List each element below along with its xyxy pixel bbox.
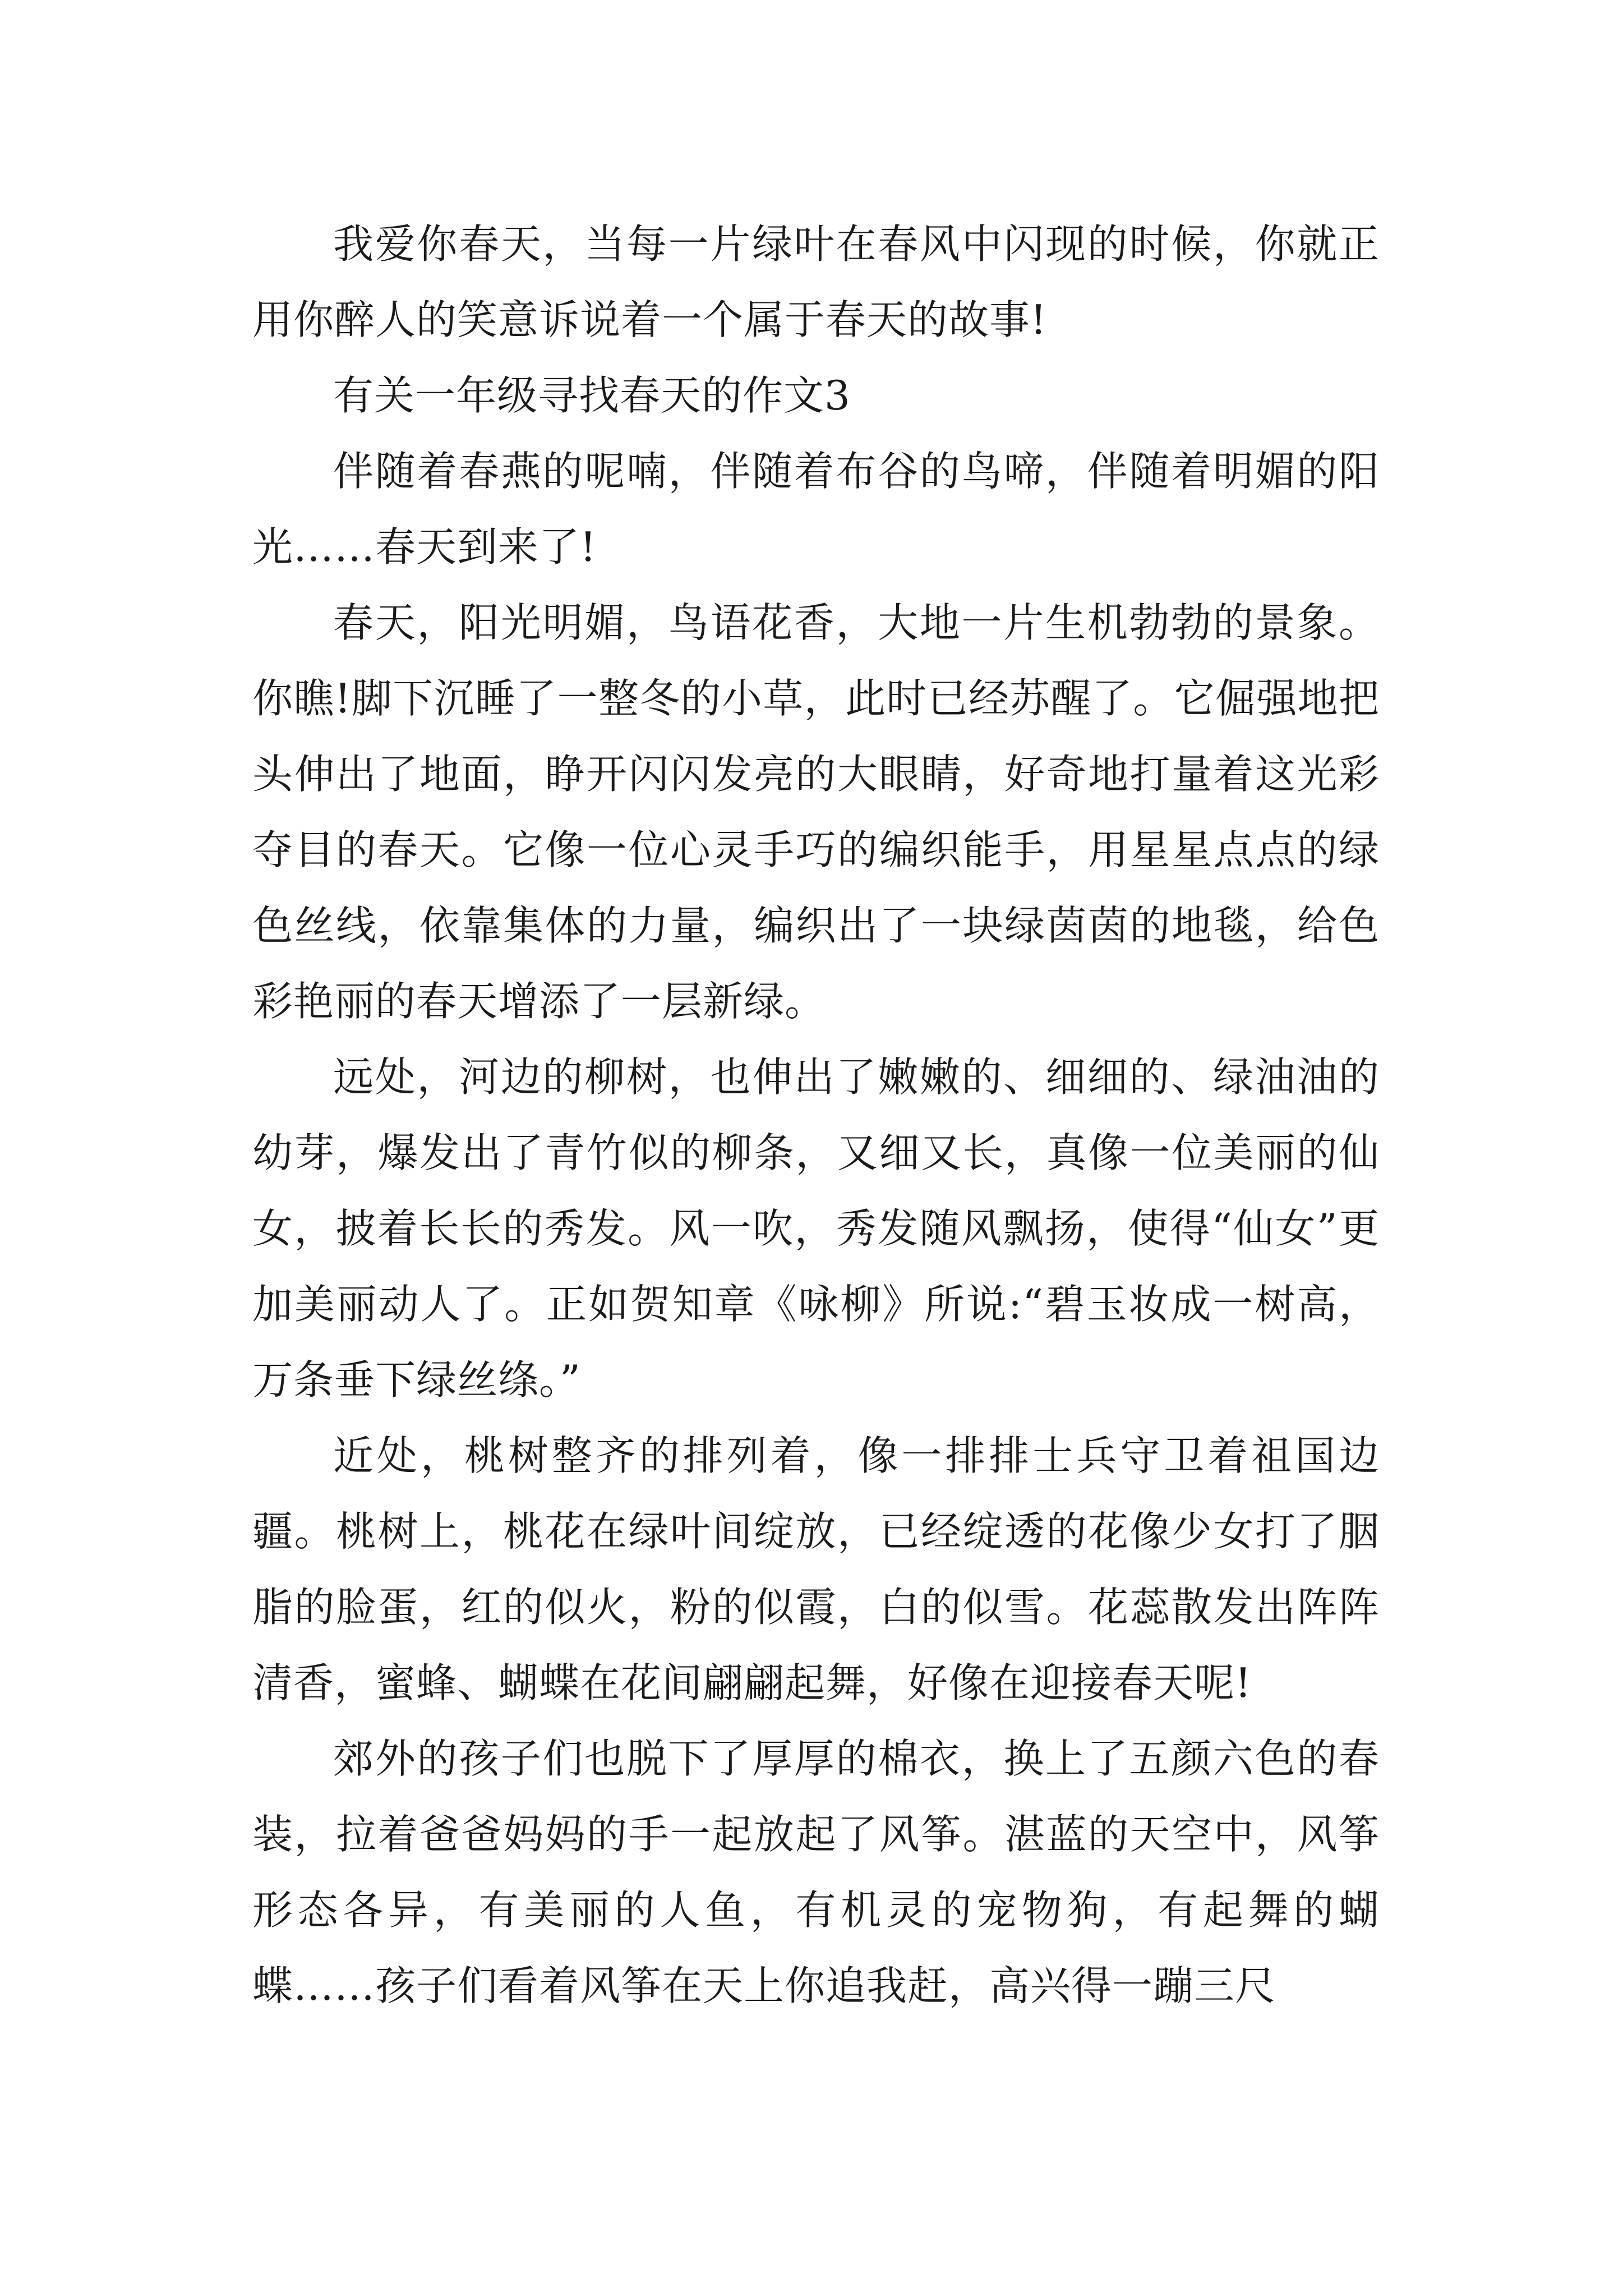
paragraph-1: 我爱你春天，当每一片绿叶在春风中闪现的时候，你就正用你醉人的笑意诉说着一个属于春天的故事! [252, 220, 1380, 343]
paragraph-4: 远处，河边的柳树，也伸出了嫩嫩的、细细的、绿油油的幼芽，爆发出了青竹似的柳条，又细又长，真像一位美丽的仙女，披着长长的秀发。风一吹，秀发随风飘扬，使得“仙女”更加美丽动人了。正如贺知章《咏柳》所说:“碧玉妆成一树高，万条垂下绿丝绦。” [252, 1053, 1380, 1404]
document-body [252, 206, 1380, 2024]
section-heading: 有关一年级寻找春天的作文3 [333, 372, 851, 419]
paragraph-5: 近处，桃树整齐的排列着，像一排排士兵守卫着祖国边疆。桃树上，桃花在绿叶间绽放，已经绽透的花像少女打了胭脂的脸蛋，红的似火，粉的似霞，白的似雪。花蕊散发出阵阵清香，蜜蜂、蝴蝶在花间翩翩起舞，好像在迎接春天呢! [252, 1432, 1380, 1706]
paragraph-6: 郊外的孩子们也脱下了厚厚的棉衣，换上了五颜六色的春装，拉着爸爸妈妈的手一起放起了风筝。湛蓝的天空中，风筝形态各异，有美丽的人鱼，有机灵的宠物狗，有起舞的蝴蝶……孩子们看着风筝在天上你追我赶，高兴得一蹦三尺 [252, 1735, 1380, 2009]
paragraph-2: 伴随着春燕的呢喃，伴随着布谷的鸟啼，伴随着明媚的阳光……春天到来了! [252, 448, 1380, 570]
paragraph-3: 春天，阳光明媚，鸟语花香，大地一片生机勃勃的景象。你瞧!脚下沉睡了一整冬的小草，此时已经苏醒了。它倔强地把头伸出了地面，睁开闪闪发亮的大眼睛，好奇地打量着这光彩夺目的春天。它像一位心灵手巧的编织能手，用星星点点的绿色丝线，依靠集体的力量，编织出了一块绿茵茵的地毯，给色彩艳丽的春天增添了一层新绿。 [252, 599, 1380, 1025]
